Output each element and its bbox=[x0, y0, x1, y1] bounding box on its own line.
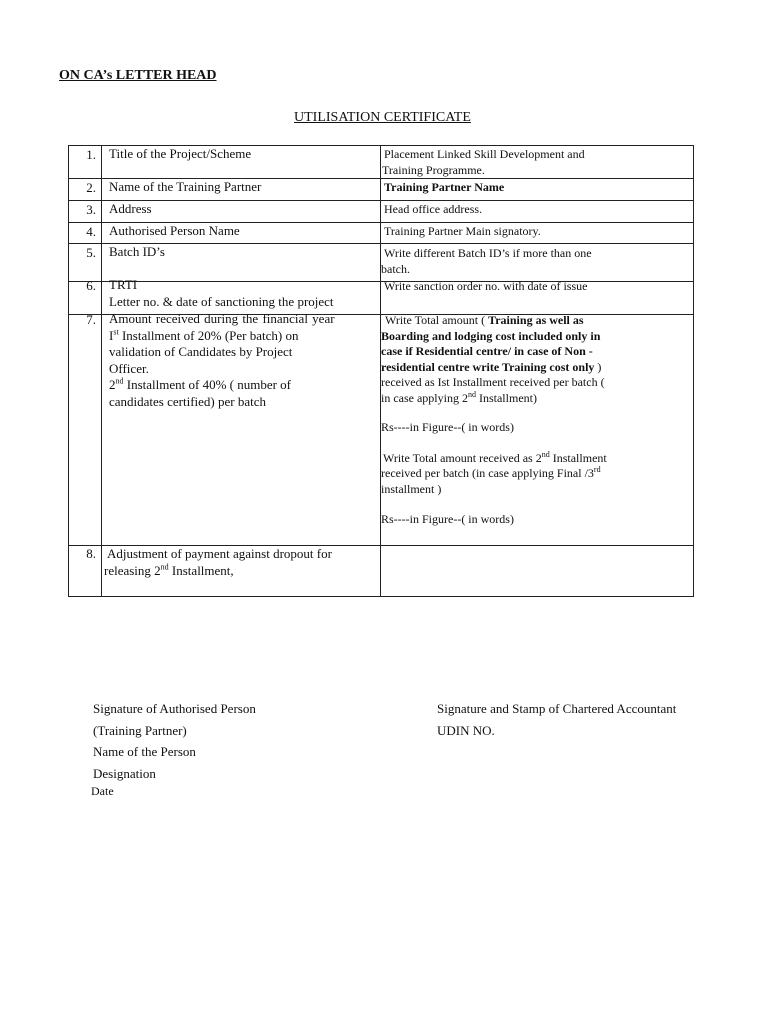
row-value: Head office address. bbox=[384, 202, 483, 216]
row-number: 1. bbox=[86, 147, 96, 162]
row-label: Adjustment of payment against dropout for releasing 2nd Installment, bbox=[104, 546, 332, 578]
row-label: Address bbox=[109, 201, 152, 216]
row-value: Write sanction order no. with date of issue bbox=[384, 279, 588, 293]
row-number: 6. bbox=[86, 278, 96, 293]
row-value: Training Partner Main signatory. bbox=[384, 224, 541, 238]
row-number: 4. bbox=[86, 224, 96, 239]
column-divider-number bbox=[101, 145, 102, 596]
row-divider bbox=[68, 200, 694, 201]
row-number: 5. bbox=[86, 245, 96, 260]
table-border-right bbox=[693, 145, 694, 596]
row-number: 8. bbox=[86, 546, 96, 561]
row-value: Training Partner Name bbox=[384, 180, 505, 194]
row-number: 2. bbox=[86, 180, 96, 195]
row-label: Amount received during the financial year Ist Installment of 20% (Per batch) on validation of Candidates by Project Officer. 2nd Installment of 40% ( number of candidates certified) per batch bbox=[109, 311, 335, 409]
certificate-title: UTILISATION CERTIFICATE bbox=[294, 110, 471, 125]
row-value: Placement Linked Skill Development and Training Programme. bbox=[382, 147, 585, 177]
row-number: 3. bbox=[86, 202, 96, 217]
row-label: Name of the Training Partner bbox=[109, 179, 262, 194]
row-value: Write Total amount ( Training as well as Boarding and lodging cost included only in case if Residential centre/ in case of Non - residential centre write Training cost only ) received as Ist Installment received per batch ( in case applying 2nd Installment) Rs----in Figure--( in words) Write Total amount received as 2nd Installment received per batch (in case applying Final /3rd installment ) Rs----in Figure--( in words) bbox=[381, 313, 607, 526]
signature-authorised-person: Signature of Authorised Person (Training Partner) Name of the Person Designation Date bbox=[91, 701, 256, 798]
row-label: Batch ID’s bbox=[109, 244, 165, 259]
signature-chartered-accountant: Signature and Stamp of Chartered Accountant UDIN NO. bbox=[437, 701, 677, 738]
row-number: 7. bbox=[86, 312, 96, 327]
row-label: Title of the Project/Scheme bbox=[109, 146, 252, 161]
table-border-bottom bbox=[68, 596, 694, 597]
utilisation-table bbox=[68, 145, 694, 597]
row-label: TRTI Letter no. & date of sanctioning the project bbox=[109, 277, 334, 309]
row-value: Write different Batch ID’s if more than one batch. bbox=[381, 246, 592, 276]
row-label: Authorised Person Name bbox=[109, 223, 240, 238]
letterhead-heading: ON CA’s LETTER HEAD bbox=[59, 68, 217, 83]
